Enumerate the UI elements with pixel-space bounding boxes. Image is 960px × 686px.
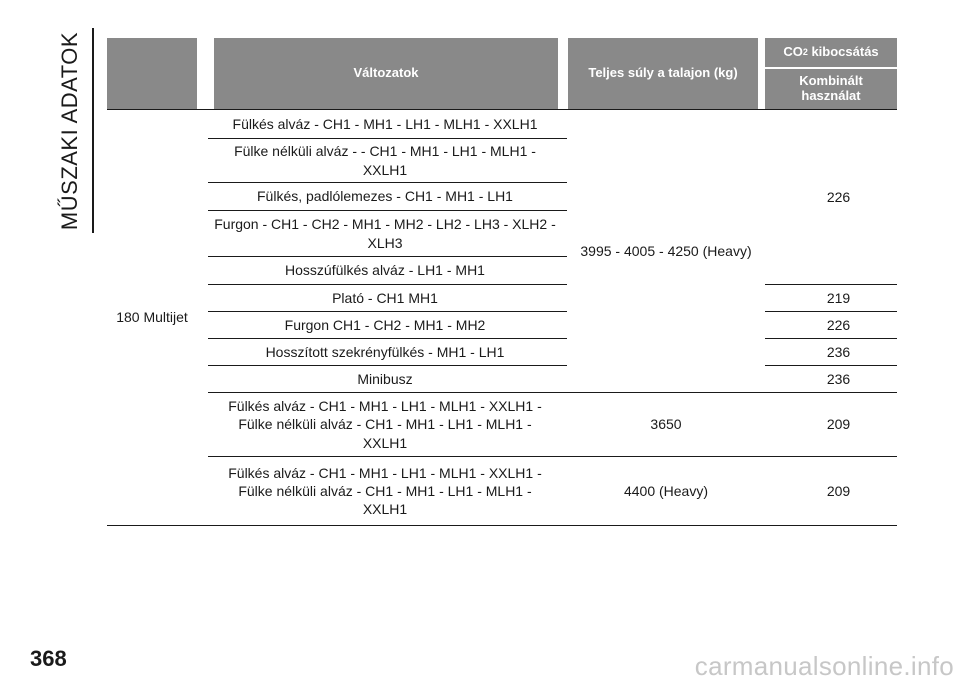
variant-cell: Minibusz xyxy=(357,370,413,387)
section-title-rule xyxy=(92,28,94,233)
weight-cell: 4400 (Heavy) xyxy=(623,482,709,499)
co2-cell: 226 xyxy=(826,188,851,205)
watermark: carmanualsonline.info xyxy=(694,651,954,681)
header-weight: Teljes súly a talajon (kg) xyxy=(568,38,758,109)
header-combined: Kombinált használat xyxy=(765,69,897,109)
co2-cell: 236 xyxy=(826,370,851,387)
header-variants: Változatok xyxy=(214,38,558,109)
variant-cell: Hosszúfülkés alváz - LH1 - MH1 xyxy=(285,262,485,279)
header-blank-cell xyxy=(107,38,197,109)
variant-cell: Plató - CH1 MH1 xyxy=(332,289,438,306)
variant-cell: Fülkés alváz - CH1 - MH1 - LH1 - MLH1 - XXLH1 xyxy=(232,115,538,132)
header-co2-prefix: CO xyxy=(783,44,803,60)
header-co2-subscript: 2 xyxy=(802,47,808,58)
variant-cell: Fülkés alváz - CH1 - MH1 - LH1 - MLH1 - XXLH1 - Fülke nélküli alváz - CH1 - MH1 - LH1 - MLH1 - XXLH1 xyxy=(228,398,542,451)
co2-cell: 236 xyxy=(826,343,851,360)
variant-cell: Furgon - CH1 - CH2 - MH1 - MH2 - LH2 - LH3 - XLH2 - XLH3 xyxy=(214,216,556,251)
variant-cell: Fülkés alváz - CH1 - MH1 - LH1 - MLH1 - XXLH1 - Fülke nélküli alváz - CH1 - MH1 - LH1 - MLH1 - XXLH1 xyxy=(228,464,542,518)
co2-cell: 209 xyxy=(826,482,851,499)
section-title-text: MŰSZAKI ADATOK xyxy=(57,31,82,230)
variant-cell: Fülkés, padlólemezes - CH1 - MH1 - LH1 xyxy=(257,188,513,205)
co2-cell: 219 xyxy=(826,289,851,306)
table-bottom-rule xyxy=(107,525,897,526)
section-title xyxy=(46,28,94,233)
header-co2-suffix: kibocsátás xyxy=(807,44,879,60)
co2-cell: 209 xyxy=(826,416,851,433)
header-co2 xyxy=(765,38,897,67)
engine-cell: 180 Multijet xyxy=(116,309,188,326)
co2-cell: 226 xyxy=(826,316,851,333)
page-number: 368 xyxy=(30,646,67,671)
weight-cell: 3995 - 4005 - 4250 (Heavy) xyxy=(580,242,752,259)
variant-cell: Fülke nélküli alváz - - CH1 - MH1 - LH1 - MLH1 - XXLH1 xyxy=(234,143,536,178)
variant-cell: Hosszított szekrényfülkés - MH1 - LH1 xyxy=(265,343,505,360)
weight-cell: 3650 xyxy=(650,416,682,433)
variant-cell: Furgon CH1 - CH2 - MH1 - MH2 xyxy=(284,316,486,333)
